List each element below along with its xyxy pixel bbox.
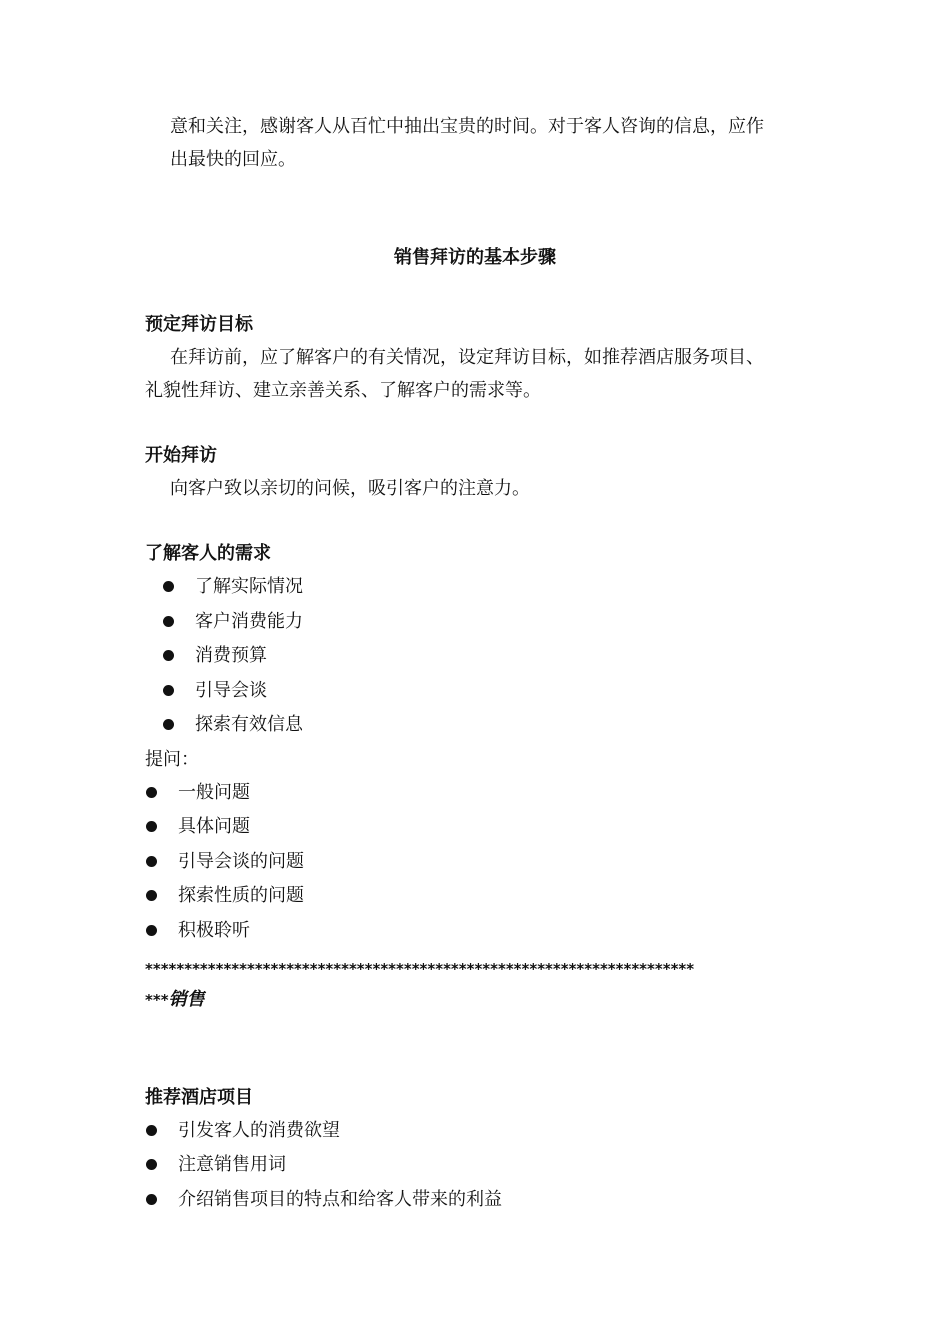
bullet-icon	[163, 685, 174, 696]
question-item: 积极聆听	[178, 920, 250, 941]
section-heading-recommend: 推荐酒店项目	[145, 1087, 253, 1108]
recommend-item: 注意销售用词	[178, 1154, 286, 1175]
divider-tail-text: 销售	[168, 989, 205, 1010]
bullet-icon	[163, 719, 174, 730]
section-heading-start-visit: 开始拜访	[145, 445, 217, 466]
needs-item: 引导会谈	[195, 680, 267, 701]
section-heading-visit-goal: 预定拜访目标	[145, 314, 253, 335]
bullet-icon	[146, 1125, 157, 1136]
bullet-icon	[146, 925, 157, 936]
bullet-icon	[146, 787, 157, 798]
question-item: 探索性质的问题	[178, 885, 304, 906]
needs-item: 了解实际情况	[195, 576, 303, 597]
main-title: 销售拜访的基本步骤	[394, 247, 556, 268]
section2-line-1: 向客户致以亲切的问候，吸引客户的注意力。	[170, 478, 530, 499]
needs-item: 客户消费能力	[195, 611, 303, 632]
question-item: 引导会谈的问题	[178, 851, 304, 872]
bullet-icon	[146, 1194, 157, 1205]
divider-tail-stars: ***	[145, 991, 169, 1009]
question-item: 具体问题	[178, 816, 250, 837]
recommend-item: 引发客人的消费欲望	[178, 1120, 340, 1141]
bullet-icon	[163, 581, 174, 592]
needs-item: 探索有效信息	[195, 714, 303, 735]
intro-line-2: 出最快的回应。	[170, 149, 296, 170]
needs-item: 消费预算	[195, 645, 267, 666]
bullet-icon	[163, 616, 174, 627]
questions-label: 提问：	[145, 749, 199, 770]
bullet-icon	[163, 650, 174, 661]
bullet-icon	[146, 821, 157, 832]
bullet-icon	[146, 890, 157, 901]
bullet-icon	[146, 1159, 157, 1170]
bullet-icon	[146, 856, 157, 867]
recommend-item: 介绍销售项目的特点和给客人带来的利益	[178, 1189, 502, 1210]
section1-line-1: 在拜访前，应了解客户的有关情况，设定拜访目标，如推荐酒店服务项目、	[170, 347, 764, 368]
divider-stars: **********************************************************************	[145, 960, 695, 978]
section1-line-2: 礼貌性拜访、建立亲善关系、了解客户的需求等。	[145, 380, 541, 401]
intro-line-1: 意和关注，感谢客人从百忙中抽出宝贵的时间。对于客人咨询的信息，应作	[170, 116, 764, 137]
section-heading-customer-needs: 了解客人的需求	[145, 543, 271, 564]
divider-tail	[145, 988, 205, 1012]
question-item: 一般问题	[178, 782, 250, 803]
